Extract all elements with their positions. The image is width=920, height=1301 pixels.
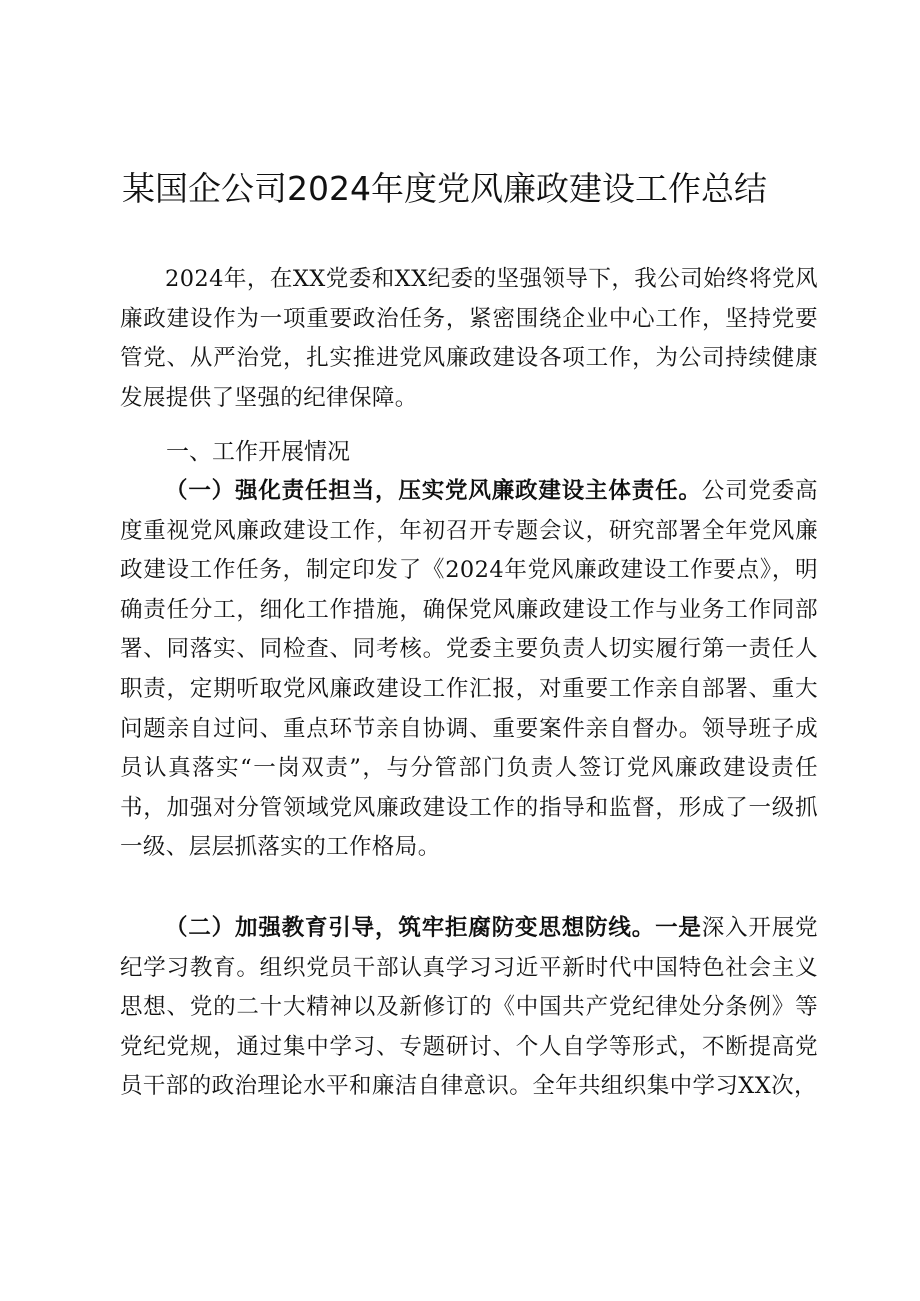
section-heading: 一、工作开展情况	[166, 439, 350, 465]
paragraph-education	[120, 909, 818, 1107]
document-title: 某国企公司2024年度党风廉政建设工作总结	[122, 169, 767, 208]
paragraph-lead: （二）加强教育引导，筑牢拒腐防变思想防线。	[165, 915, 656, 941]
paragraph-text: 深入开展党纪学习教育。组织党员干部认真学习习近平新时代中国特色社会主义思想、党的二十大精神以及新修订的《中国共产党纪律处分条例》等党纪党规，通过集中学习、专题研讨、个人自学等形式，不断提高党员干部的政治理论水平和廉洁自律意识。全年共组织集中学习XX次，	[120, 915, 818, 1100]
intro-paragraph: 2024年，在XX党委和XX纪委的坚强领导下，我公司始终将党风廉政建设作为一项重要政治任务，紧密围绕企业中心工作，坚持党要管党、从严治党，扎实推进党风廉政建设各项工作，为公司持续健康发展提供了坚强的纪律保障。	[120, 266, 818, 411]
paragraph-text: 公司党委高度重视党风廉政建设工作，年初召开专题会议，研究部署全年党风廉政建设工作任务，制定印发了《2024年党风廉政建设工作要点》，明确责任分工，细化工作措施，确保党风廉政建设工作与业务工作同部署、同落实、同检查、同考核。党委主要负责人切实履行第一责任人职责，定期听取党风廉政建设工作汇报，对重要工作亲自部署、重大问题亲自过问、重点环节亲自协调、重要案件亲自督办。领导班子成员认真落实“一岗双责”，与分管部门负责人签订党风廉政建设责任书，加强对分管领域党风廉政建设工作的指导和监督，形成了一级抓一级、层层抓落实的工作格局。	[120, 478, 818, 861]
paragraph-lead: （一）强化责任担当，压实党风廉政建设主体责任。	[165, 478, 702, 504]
paragraph-responsibility	[120, 472, 818, 868]
paragraph-sublead: 一是	[655, 915, 702, 941]
